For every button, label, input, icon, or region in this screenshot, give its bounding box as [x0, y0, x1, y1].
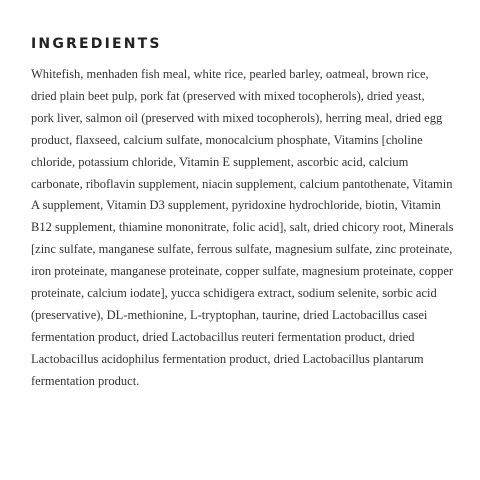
ingredients-line: fermentation product, dried Lactobacillus reuteri fermentation product, dried [31, 329, 415, 344]
section-heading: INGREDIENTS [31, 36, 162, 52]
ingredients-line: (preservative), DL-methionine, L-tryptophan, taurine, dried Lactobacillus casei [31, 307, 428, 322]
ingredients-line: iron proteinate, manganese proteinate, copper sulfate, magnesium proteinate, copper [31, 264, 454, 279]
ingredients-line: dried plain beet pulp, pork fat (preserved with mixed tocopherols), dried yeast, [31, 88, 425, 103]
ingredients-line: carbonate, riboflavin supplement, niacin supplement, calcium pantothenate, Vitamin [31, 176, 453, 191]
ingredients-line: Lactobacillus acidophilus fermentation product, dried Lactobacillus plantarum [31, 351, 424, 366]
ingredients-line: Whitefish, menhaden fish meal, white rice, pearled barley, oatmeal, brown rice, [31, 67, 429, 81]
ingredients-line: proteinate, calcium iodate], yucca schidigera extract, sodium selenite, sorbic acid [31, 286, 437, 301]
ingredients-line: product, flaxseed, calcium sulfate, monocalcium phosphate, Vitamins [choline [31, 132, 423, 147]
ingredients-line: pork liver, salmon oil (preserved with mixed tocopherols), herring meal, dried egg [31, 110, 443, 125]
ingredients-line: [zinc sulfate, manganese sulfate, ferrous sulfate, magnesium sulfate, zinc proteinate, [31, 242, 453, 257]
ingredients-line: A supplement, Vitamin D3 supplement, pyridoxine hydrochloride, biotin, Vitamin [31, 198, 441, 213]
ingredients-line: B12 supplement, thiamine mononitrate, folic acid], salt, dried chicory root, Minerals [31, 220, 454, 235]
ingredients-line: fermentation product. [31, 373, 140, 388]
ingredients-line: chloride, potassium chloride, Vitamin E supplement, ascorbic acid, calcium [31, 154, 409, 169]
ingredients-text [31, 64, 459, 393]
